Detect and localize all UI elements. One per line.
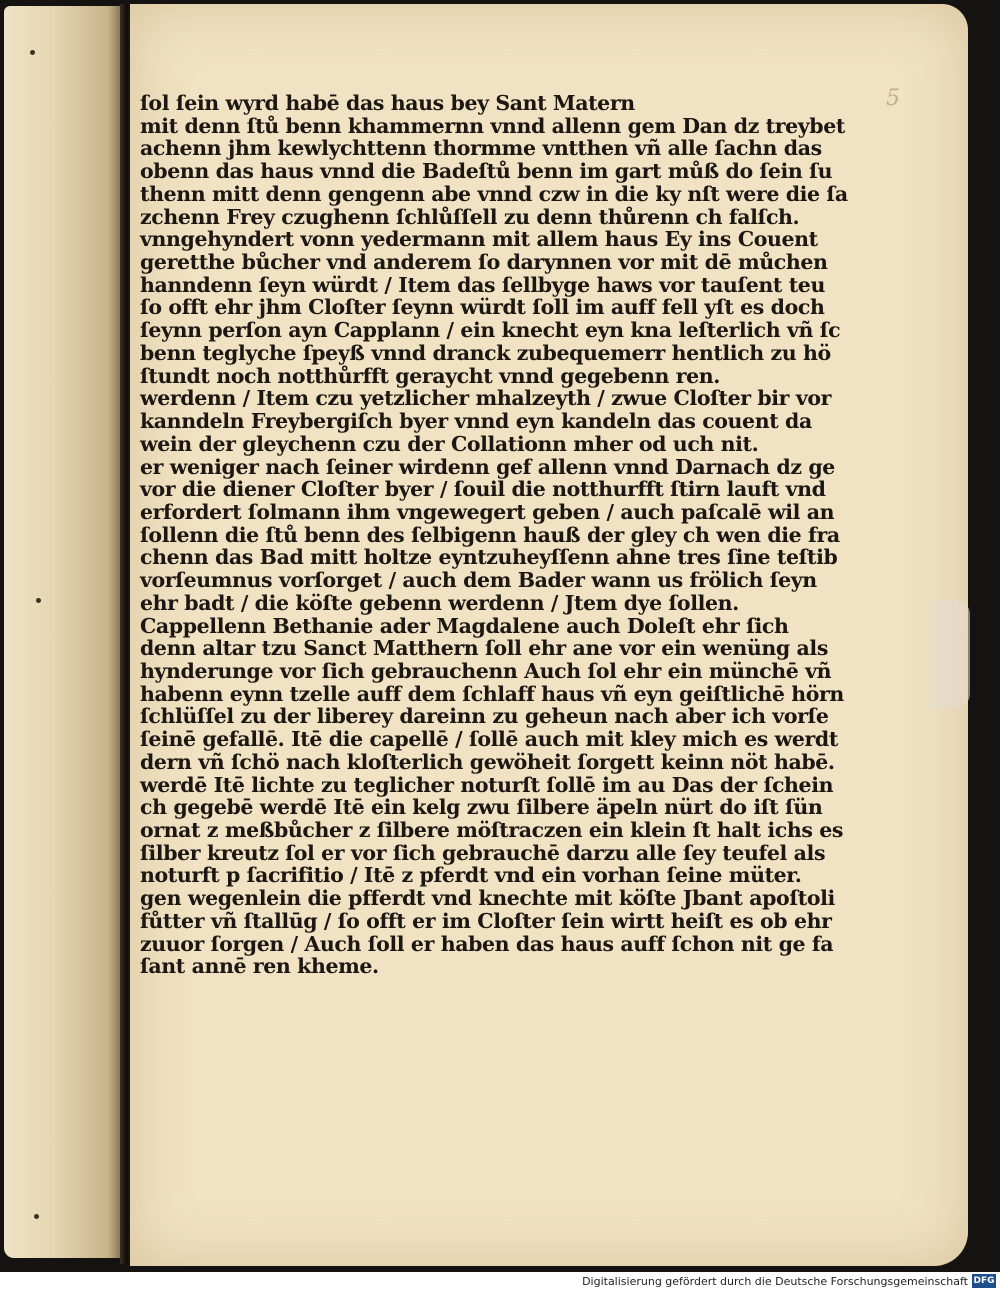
text-line: er weniger nach ſeiner wirdenn gef allenn vnnd Darnach dz ge: [140, 454, 835, 479]
folio-number: 5: [886, 86, 900, 111]
text-line: noturft p ſacrifitio / Itē z pferdt vnd ein vorhan ſeine müter.: [140, 863, 802, 888]
text-line: fůtter vñ ſtallūg / ſo offt er im Cloſter ſein wirtt heiſt es ob ehr: [140, 908, 832, 933]
text-line: gen wegenlein die pfferdt vnd knechte mit köſte Jbant apoſtoli: [140, 886, 835, 911]
text-line: hanndenn ſeyn würdt / Item das ſellbyge haws vor tauſent teu: [140, 272, 825, 297]
text-line: ſant annē ren kheme.: [140, 954, 379, 979]
text-line: werdenn / Item czu yetzlicher mhalzeyth / zwue Cloſter bir vor: [140, 386, 831, 411]
margin-speck: [34, 1214, 39, 1219]
text-line: achenn jhm kewlychttenn thormme vntthen vñ alle ſachn das: [140, 136, 822, 161]
text-line: vor die diener Cloſter byer / ſouil die notthurfft ſtirn lauft vnd: [140, 477, 826, 502]
dfg-logo: DFG: [973, 1276, 995, 1286]
text-line: zuuor ſorgen / Auch ſoll er haben das haus auff ſchon nit ge fa: [140, 931, 834, 956]
text-line: wein der gleychenn czu der Collationn mher od uch nit.: [140, 431, 759, 456]
text-line: habenn eynn tzelle auff dem ſchlaff haus vñ eyn geiſtlichē hörn: [140, 681, 844, 706]
text-line: ſollenn die ſtů benn des ſelbigenn hauß der gley ch wen die fra: [140, 522, 840, 547]
text-line: ornat z meßbůcher z ſilbere möſtraczen ein klein ſt halt ichs es: [140, 818, 844, 842]
left-page-edge: [4, 6, 126, 1258]
text-line: dern vñ ſchö nach kloſterlich gewöheit ſorgett keinn nöt habē.: [140, 749, 835, 774]
text-line: kanndeln Freybergiſch byer vnnd eyn kandeln das couent da: [140, 409, 812, 434]
funding-credit: Digitalisierung gefördert durch die Deutsche Forschungsgemeinschaft: [582, 1275, 968, 1288]
text-line: ſtundt noch notthůrfft geraycht vnnd gegebenn ren.: [140, 363, 721, 388]
text-line: ſeynn perſon ayn Capplann / ein knecht eyn kna leſterlich vñ ſc: [140, 318, 841, 343]
text-line: geretthe bůcher vnd anderem ſo darynnen vor mit dē můchen: [140, 250, 828, 275]
margin-speck: [30, 50, 35, 55]
text-line: ſol ſein wyrd habē das haus bey Sant Matern: [140, 91, 635, 115]
page-text: [140, 92, 850, 978]
text-line: ſo offt ehr jhm Cloſter ſeynn würdt ſoll im auff fell yſt es doch: [140, 295, 825, 320]
text-line: werdē Itē lichte zu teglicher noturſt ſollē im au Das der ſchein: [140, 772, 834, 797]
text-line: ſeinē gefallē. Itē die capellē / ſollē auch mit kley mich es werdt: [140, 727, 838, 752]
text-line: vorſeumnus vorſorget / auch dem Bader wann us frölich ſeyn: [140, 568, 817, 593]
text-line: Cappellenn Bethanie ader Magdalene auch Doleſt ehr ſich: [140, 613, 789, 638]
text-line: erfordert ſolmann ihm vngewegert geben / auch paſcalē wil an: [140, 499, 835, 524]
text-line: benn teglyche ſpeyß vnnd dranck zubequemerr hentlich zu hö: [140, 340, 831, 365]
text-line: zchenn Frey czughenn ſchlůſſell zu denn thůrenn ch falſch.: [140, 204, 800, 229]
text-line: hynderunge vor ſich gebrauchenn Auch ſol ehr ein münchē vñ: [140, 658, 832, 683]
text-line: ſchlüſſel zu der liberey dareinn zu geheun nach aber ich vorſe: [140, 704, 829, 729]
page-tab-marker: [930, 600, 970, 708]
text-line: ehr badt / die köſte gebenn werdenn / Jtem dye ſollen.: [140, 590, 739, 615]
text-line: denn altar tzu Sanct Matthern ſoll ehr ane vor ein wenüng als: [140, 636, 828, 661]
footer-bar: [0, 1272, 1000, 1292]
text-line: obenn das haus vnnd die Badeſtů benn im gart můß do ſein ſu: [140, 159, 833, 184]
text-line: ſilber kreutz ſol er vor ſich gebrauchē darzu alle ſey teufel als: [140, 840, 826, 865]
text-line: thenn mitt denn gengenn abe vnnd czw in die ky nſt were die ſa: [140, 181, 848, 206]
text-line: vnngehyndert vonn yedermann mit allem haus Ey ins Couent: [140, 227, 818, 252]
margin-speck: [36, 598, 41, 603]
text-line: mit denn ſtů benn khammernn vnnd allenn gem Dan dz treybet: [140, 113, 845, 138]
text-line: chenn das Bad mitt holtze eyntzuheyſſenn ahne tres ſine teſtib: [140, 545, 838, 570]
text-line: ch gegebē werdē Itē ein kelg zwu ſilbere äpeln nürt do iſt ſün: [140, 795, 823, 820]
